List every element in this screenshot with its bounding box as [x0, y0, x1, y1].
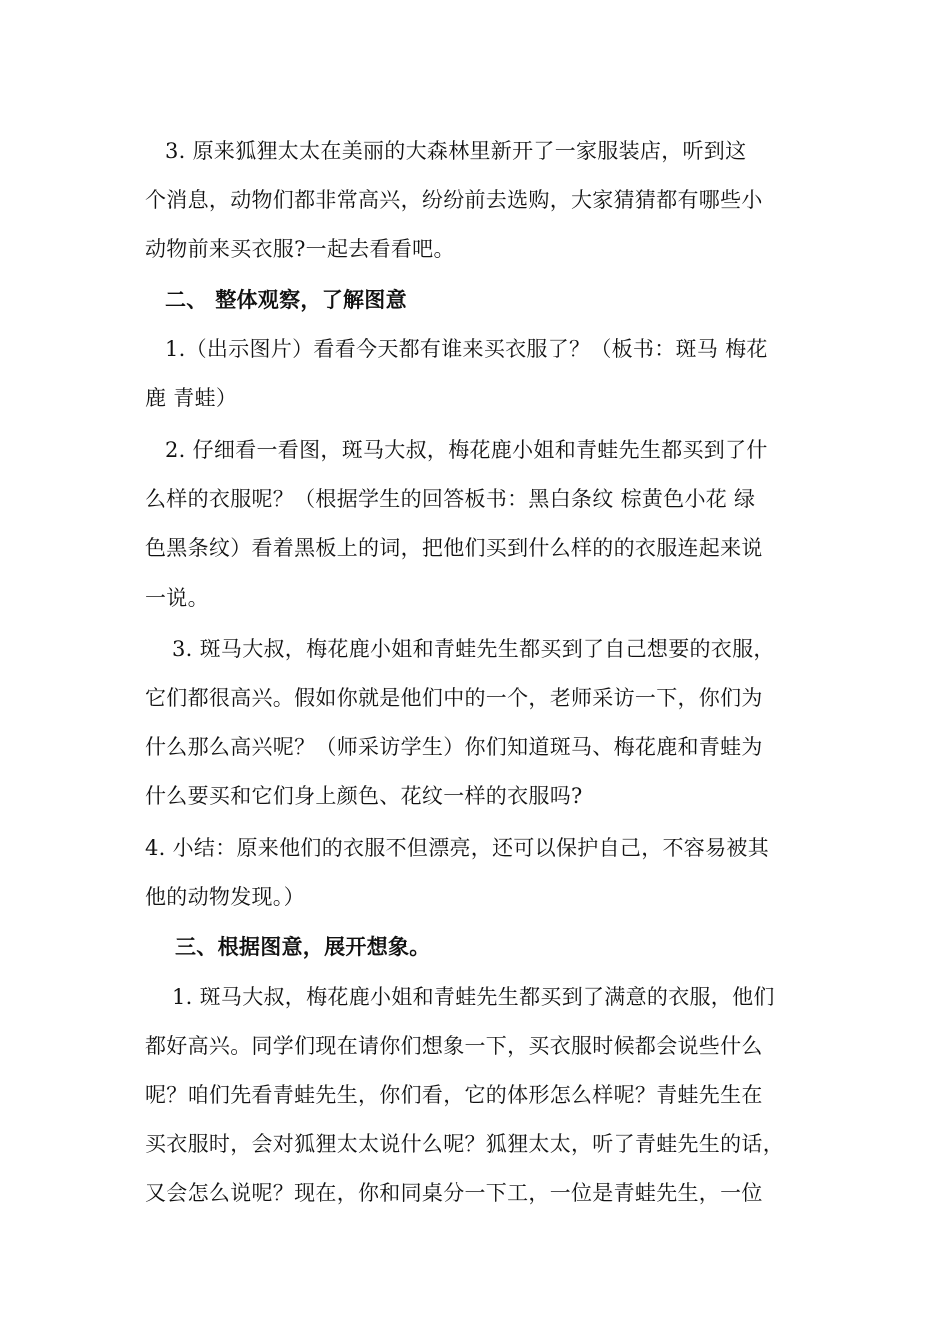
paragraph-line: 鹿 青蛙） [145, 386, 238, 410]
paragraph-line: 个消息，动物们都非常高兴，纷纷前去选购，大家猜猜都有哪些小 [145, 188, 763, 212]
section-heading: 三、根据图意，展开想象。 [175, 934, 431, 959]
paragraph-line: 他的动物发现。） [145, 885, 305, 909]
paragraph-line: 1. 斑马大叔，梅花鹿小姐和青蛙先生都买到了满意的衣服，他们 [172, 985, 775, 1009]
paragraph-line: 什么要买和它们身上颜色、花纹一样的衣服吗? [145, 784, 583, 808]
section-heading: 二、 整体观察，了解图意 [165, 287, 407, 312]
paragraph-line: 它们都很高兴。假如你就是他们中的一个，老师采访一下，你们为 [145, 686, 763, 710]
paragraph-line: 动物前来买衣服?一起去看看吧。 [145, 237, 455, 261]
paragraph-line: 什么那么高兴呢？（师采访学生）你们知道斑马、梅花鹿和青蛙为 [145, 735, 763, 759]
paragraph-line: 呢？咱们先看青蛙先生，你们看，它的体形怎么样呢？青蛙先生在 [145, 1083, 763, 1107]
paragraph-line: 买衣服时，会对狐狸太太说什么呢？狐狸太太，听了青蛙先生的话， [145, 1132, 784, 1156]
paragraph-line: 3. 原来狐狸太太在美丽的大森林里新开了一家服装店，听到这 [165, 139, 747, 163]
paragraph-line: 一说。 [145, 586, 209, 610]
paragraph-line: 2. 仔细看一看图，斑马大叔，梅花鹿小姐和青蛙先生都买到了什 [165, 438, 768, 462]
paragraph-line: 3. 斑马大叔，梅花鹿小姐和青蛙先生都买到了自己想要的衣服， [172, 637, 775, 661]
paragraph-line: 色黑条纹）看着黑板上的词，把他们买到什么样的的衣服连起来说 [145, 536, 763, 560]
paragraph-line: 又会怎么说呢？现在，你和同桌分一下工，一位是青蛙先生，一位 [145, 1181, 763, 1205]
paragraph-line: 都好高兴。同学们现在请你们想象一下，买衣服时候都会说些什么 [145, 1034, 763, 1058]
paragraph-line: 么样的衣服呢？（根据学生的回答板书：黑白条纹 棕黄色小花 绿 [145, 487, 756, 511]
paragraph-line: 4. 小结：原来他们的衣服不但漂亮，还可以保护自己，不容易被其 [145, 836, 770, 860]
paragraph-line: 1.（出示图片）看看今天都有谁来买衣服了？（板书：斑马 梅花 [165, 337, 768, 361]
